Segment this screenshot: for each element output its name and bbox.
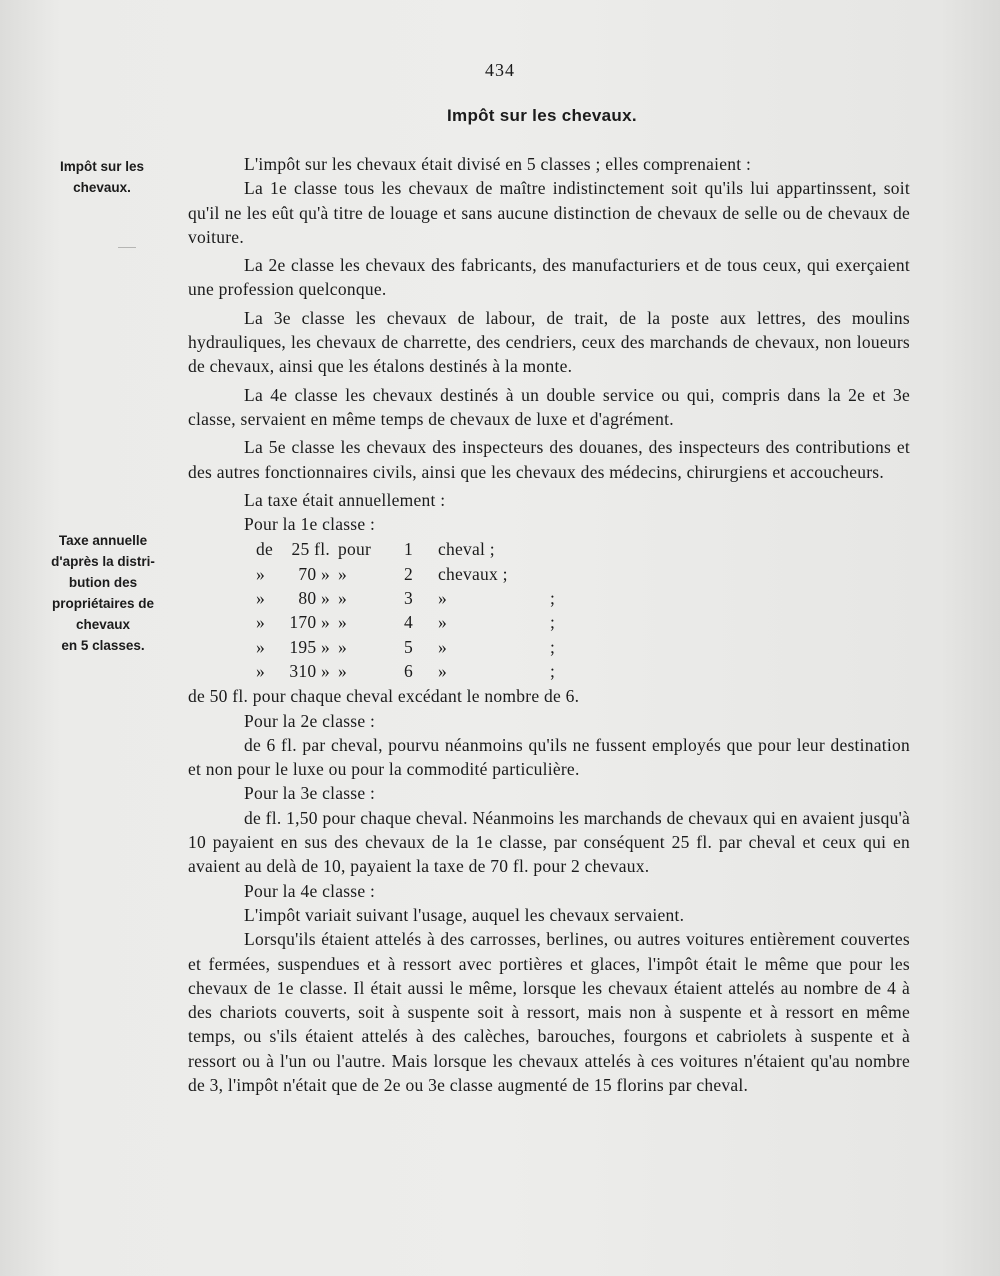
rate-label: » bbox=[438, 660, 447, 681]
paragraph: Pour la 2e classe : bbox=[244, 710, 376, 731]
page-title: Impôt sur les chevaux. bbox=[447, 106, 637, 125]
rate-prefix: » bbox=[256, 636, 265, 657]
rate-amount: 80 » bbox=[298, 588, 330, 609]
margin-note-line: chevaux. bbox=[73, 180, 131, 195]
margin-note-line: bution des bbox=[68, 575, 138, 590]
rate-count: 2 bbox=[404, 563, 413, 584]
rate-end: ; bbox=[550, 636, 556, 657]
rate-end bbox=[550, 537, 555, 561]
margin-note-line: Impôt sur les bbox=[59, 159, 145, 174]
paragraph: La taxe était annuellement : bbox=[244, 489, 446, 510]
rate-prefix: » bbox=[256, 612, 265, 633]
rate-row bbox=[256, 537, 555, 561]
rate-amount: 310 » bbox=[289, 660, 330, 681]
rate-end: ; bbox=[550, 612, 556, 633]
rate-amount: 195 » bbox=[289, 636, 330, 657]
rate-row bbox=[256, 610, 555, 634]
rate-label: chevaux ; bbox=[438, 563, 508, 584]
rate-count: 5 bbox=[404, 636, 413, 657]
paragraph: La 1e classe tous les chevaux de maître indistinctement soit qu'ils lui appartinssent, soit qu'il ne les eût qu'à titre de louage et sans aucune distinction de chevaux de selle ou de chevaux de voiture. bbox=[188, 178, 910, 247]
rate-prefix: de bbox=[256, 539, 274, 560]
paragraph: L'impôt sur les chevaux était divisé en 5 classes ; elles comprenaient : bbox=[244, 154, 752, 174]
rate-amount: 170 » bbox=[289, 612, 330, 633]
page-number: 434 bbox=[485, 60, 515, 80]
paragraph: L'impôt variait suivant l'usage, auquel les chevaux servaient. bbox=[244, 904, 685, 925]
paragraph: Pour la 1e classe : bbox=[244, 514, 376, 535]
margin-note-tax-on-horses bbox=[36, 156, 168, 198]
rate-end: ; bbox=[550, 660, 556, 681]
divider bbox=[118, 247, 136, 248]
paragraph: Pour la 3e classe : bbox=[244, 783, 376, 804]
rate-end bbox=[550, 562, 555, 586]
rate-pour: » bbox=[338, 660, 347, 681]
rate-prefix: » bbox=[256, 563, 265, 584]
rate-pour: pour bbox=[338, 539, 372, 560]
margin-note-line: chevaux bbox=[75, 617, 131, 632]
rate-pour: » bbox=[338, 588, 347, 609]
paragraph: Pour la 4e classe : bbox=[244, 880, 376, 901]
rate-row bbox=[256, 562, 555, 586]
body-text bbox=[188, 152, 910, 1097]
paragraph: de 6 fl. par cheval, pourvu néanmoins qu'ils ne fussent employés que pour leur destination et non pour le luxe ou pour la commodité particulière. bbox=[188, 734, 910, 780]
rate-label: » bbox=[438, 588, 447, 609]
rate-label: » bbox=[438, 636, 447, 657]
paragraph: de fl. 1,50 pour chaque cheval. Néanmoins les marchands de chevaux qui en avaient jusqu'à 10 payaient en sus des chevaux de la 1e classe, par conséquent 25 fl. par cheval et ceux qui en avaient au delà de 10, payaient la taxe de 70 fl. pour 2 chevaux. bbox=[188, 807, 910, 877]
rate-label: cheval ; bbox=[438, 539, 495, 560]
margin-note-line: Taxe annuelle bbox=[58, 533, 148, 548]
rate-count: 6 bbox=[404, 660, 413, 681]
rate-prefix: » bbox=[256, 588, 265, 609]
paragraph: La 4e classe les chevaux destinés à un double service ou qui, compris dans la 2e et 3e classe, servaient en même temps de chevaux de luxe et d'agrément. bbox=[188, 384, 910, 429]
margin-note-line: propriétaires de bbox=[51, 596, 155, 611]
margin-note-line: en 5 classes. bbox=[61, 638, 145, 653]
rate-count: 3 bbox=[404, 588, 413, 609]
paragraph: La 2e classe les chevaux des fabricants, des manufacturiers et de tous ceux, qui exerçaient une profession quelconque. bbox=[188, 255, 910, 300]
rate-row bbox=[256, 659, 555, 683]
rate-pour: » bbox=[338, 563, 347, 584]
paragraph: de 50 fl. pour chaque cheval excédant le nombre de 6. bbox=[188, 686, 580, 707]
paragraph: Lorsqu'ils étaient attelés à des carrosses, berlines, ou autres voitures entièrement couvertes et fermées, suspendues et à ressort avec portières et glaces, l'impôt était le même que pour les chevaux de 1e classe. Il était aussi le même, lorsque les chevaux étaient attelés au nombre de 4 à des chariots couverts, soit à suspente soit à ressort, mais non à suspente et à ressort en même temps, ou s'ils étaient attelés à des calèches, barouches, fourgons et cabriolets à suspente et à ressort ou à l'un ou l'autre. Mais lorsque les chevaux attelés à ces voitures n'étaient qu'au nombre de 3, l'impôt n'était que de 2e ou 3e classe augmenté de 15 florins par cheval. bbox=[188, 929, 910, 1095]
paragraph: La 5e classe les chevaux des inspecteurs des douanes, des inspecteurs des contributions et des autres fonctionnaires civils, ainsi que les chevaux des médecins, chirurgiens et accoucheurs. bbox=[188, 437, 910, 482]
margin-note-annual-tax bbox=[28, 530, 178, 656]
rate-count: 4 bbox=[404, 612, 413, 633]
rate-table bbox=[256, 537, 555, 683]
rate-count: 1 bbox=[404, 539, 413, 560]
rate-end: ; bbox=[550, 588, 556, 609]
rate-amount: 25 fl. bbox=[291, 539, 330, 560]
rate-row bbox=[256, 635, 555, 659]
rate-pour: » bbox=[338, 612, 347, 633]
margin-note-line: d'après la distri- bbox=[51, 554, 155, 569]
rate-amount: 70 » bbox=[298, 563, 330, 584]
paragraph: La 3e classe les chevaux de labour, de trait, de la poste aux lettres, des moulins hydrauliques, les chevaux de charrette, des cendriers, ceux des marchands de chevaux, non loueurs de chevaux, ainsi que les étalons destinés à la monte. bbox=[188, 307, 910, 377]
rate-label: » bbox=[438, 612, 447, 633]
rate-row bbox=[256, 586, 555, 610]
rate-pour: » bbox=[338, 636, 347, 657]
rate-prefix: » bbox=[256, 660, 265, 681]
